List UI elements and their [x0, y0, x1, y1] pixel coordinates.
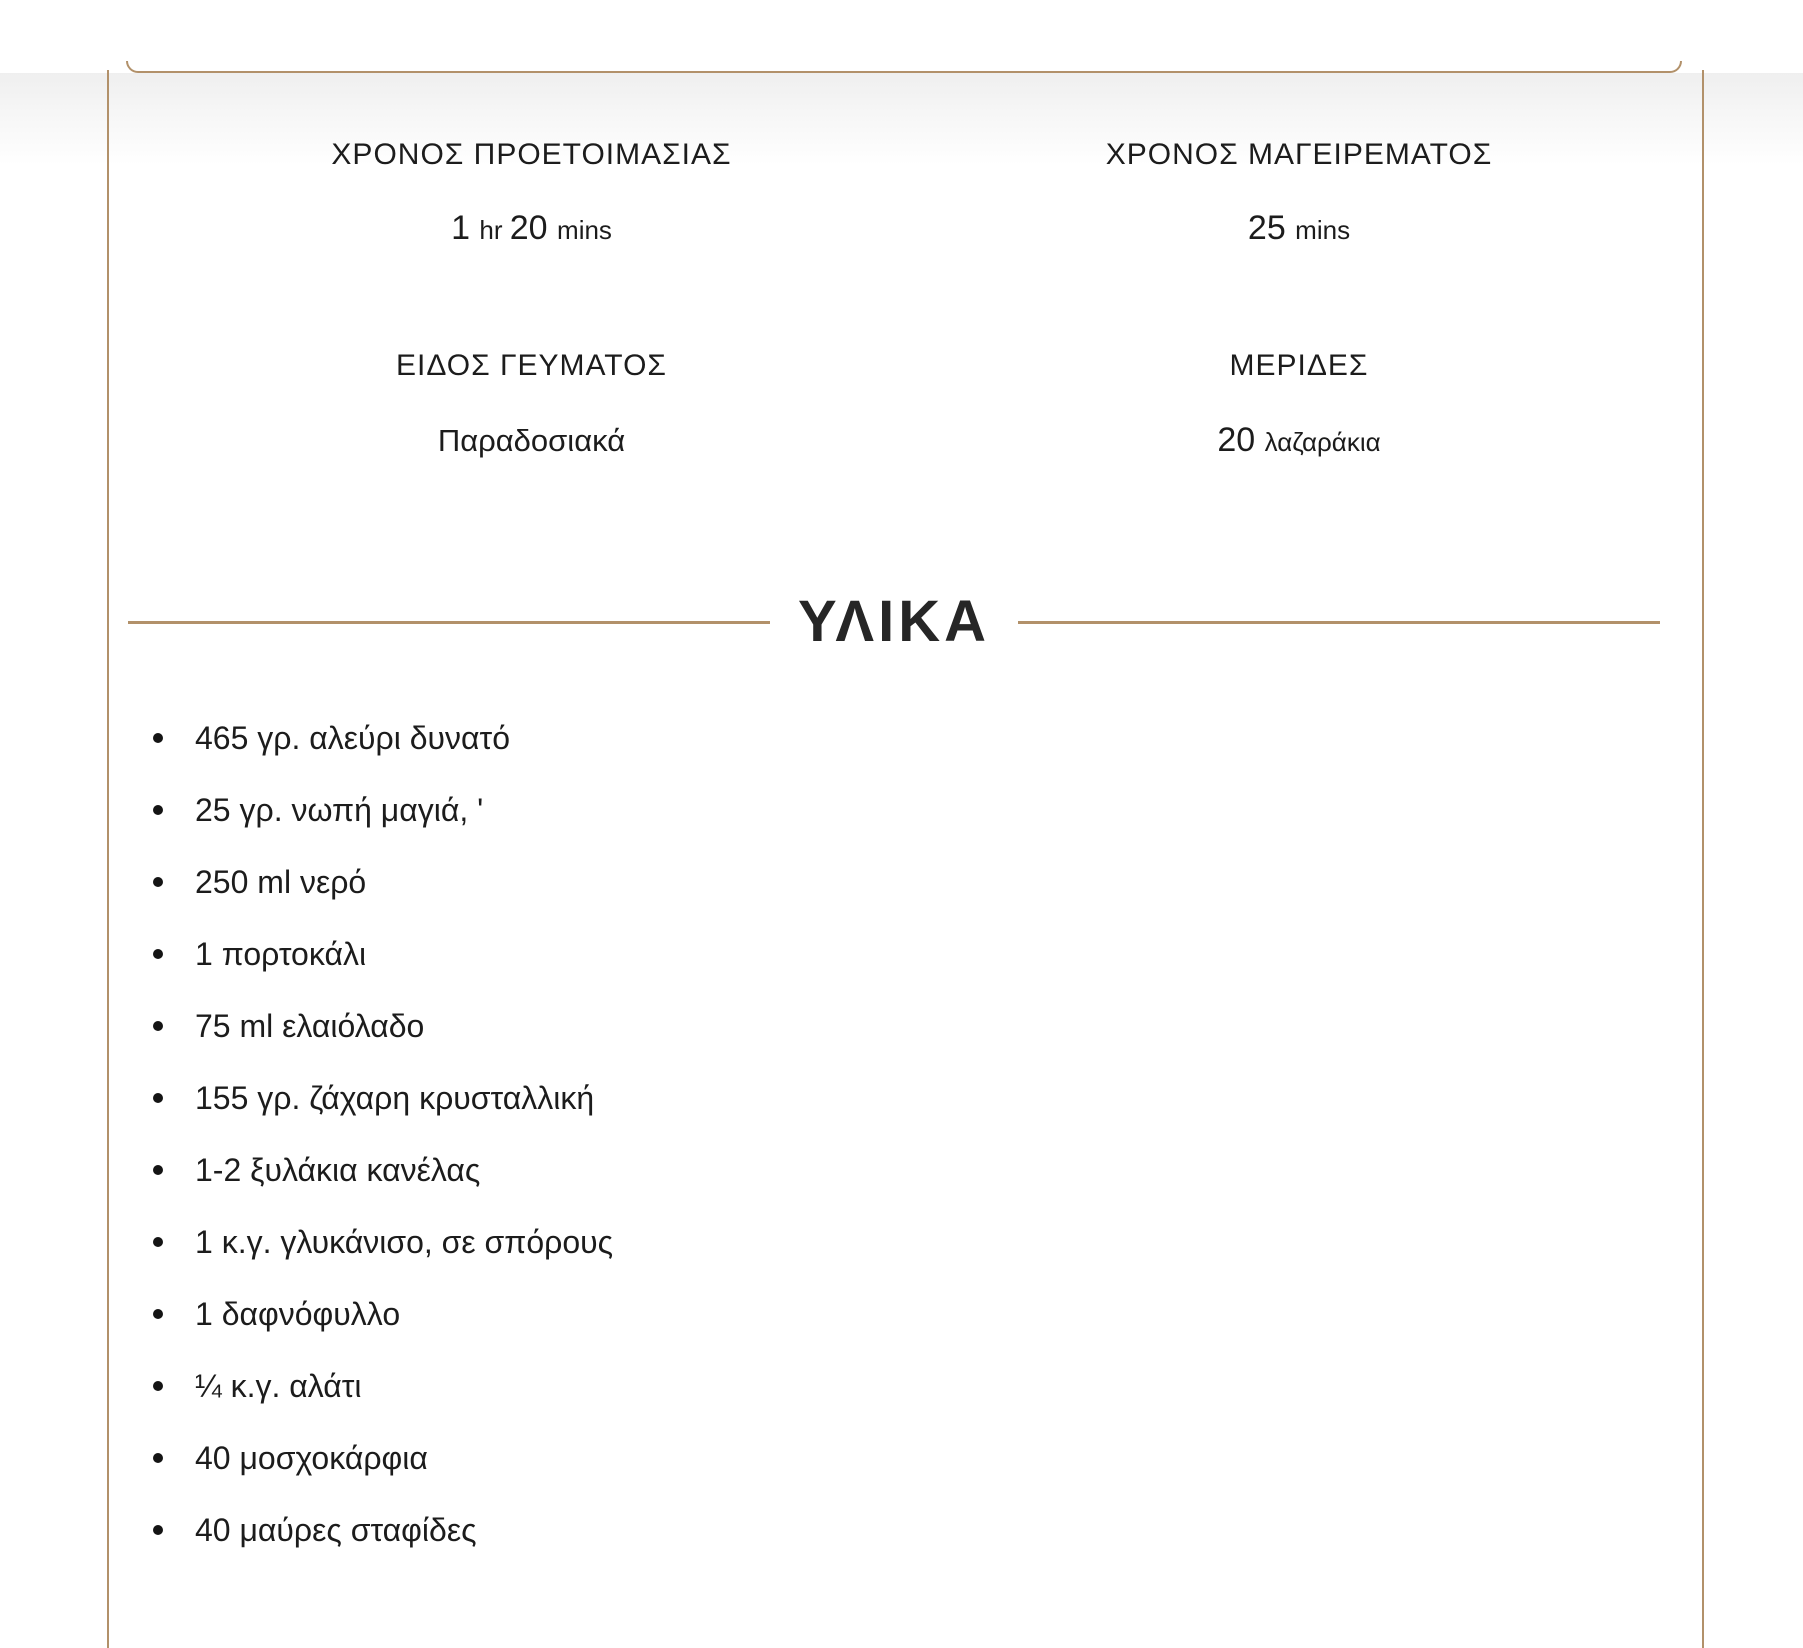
- value-segment: hr: [479, 215, 510, 245]
- ingredient-item: 250 ml νερό: [109, 865, 1702, 899]
- ingredients-heading: ΥΛΙΚΑ: [798, 589, 990, 654]
- value-segment: 1: [451, 209, 480, 247]
- value-segment: mins: [1295, 215, 1351, 245]
- recipe-card: [107, 70, 1704, 1648]
- ingredient-item: 75 ml ελαιόλαδο: [109, 1009, 1702, 1043]
- value-segment: mins: [557, 215, 612, 245]
- prep-time-label: ΧΡΟΝΟΣ ΠΡΟΕΤΟΙΜΑΣΙΑΣ: [331, 138, 732, 171]
- ingredients-heading-row: [128, 589, 1660, 654]
- meta-row-type-labels: [109, 351, 1702, 395]
- value-segment: 20: [1217, 421, 1265, 459]
- prep-time-value: [109, 208, 954, 250]
- ingredient-item: ¼ κ.γ. αλάτι: [109, 1369, 1702, 1403]
- value-segment: Παραδοσιακά: [437, 423, 626, 458]
- value-segment: 25: [1247, 209, 1296, 247]
- servings-label: ΜΕΡΙΔΕΣ: [1229, 349, 1369, 382]
- ingredient-item: 1 πορτοκάλι: [109, 937, 1702, 971]
- ingredient-item: 1 δαφνόφυλλο: [109, 1297, 1702, 1331]
- meta-row-type-values: [109, 420, 1702, 464]
- meal-type-value: [109, 420, 954, 461]
- value-segment: 20: [509, 209, 558, 247]
- ingredients-divider-left: [128, 621, 770, 624]
- ingredient-item: 465 γρ. αλεύρι δυνατό: [109, 721, 1702, 755]
- value-segment: λαζαράκια: [1264, 427, 1381, 457]
- ingredient-item: 1-2 ξυλάκια κανέλας: [109, 1153, 1702, 1187]
- ingredient-item: 1 κ.γ. γλυκάνισο, σε σπόρους: [109, 1225, 1702, 1259]
- ingredient-item: 40 μοσχοκάρφια: [109, 1441, 1702, 1475]
- ingredient-item: 25 γρ. νωπή μαγιά, ': [109, 793, 1702, 827]
- meta-row-time-labels: [109, 140, 1702, 184]
- servings-value: [899, 420, 1699, 462]
- ingredients-list: [109, 721, 1702, 1585]
- meta-row-time-values: [109, 208, 1702, 252]
- meal-type-label: ΕΙΔΟΣ ΓΕΥΜΑΤΟΣ: [396, 349, 667, 382]
- cook-time-label: ΧΡΟΝΟΣ ΜΑΓΕΙΡΕΜΑΤΟΣ: [1105, 138, 1493, 171]
- ingredient-item: 40 μαύρες σταφίδες: [109, 1513, 1702, 1547]
- cook-time-value: [899, 208, 1699, 250]
- ingredients-divider-right: [1018, 621, 1660, 624]
- ingredient-item: 155 γρ. ζάχαρη κρυσταλλική: [109, 1081, 1702, 1115]
